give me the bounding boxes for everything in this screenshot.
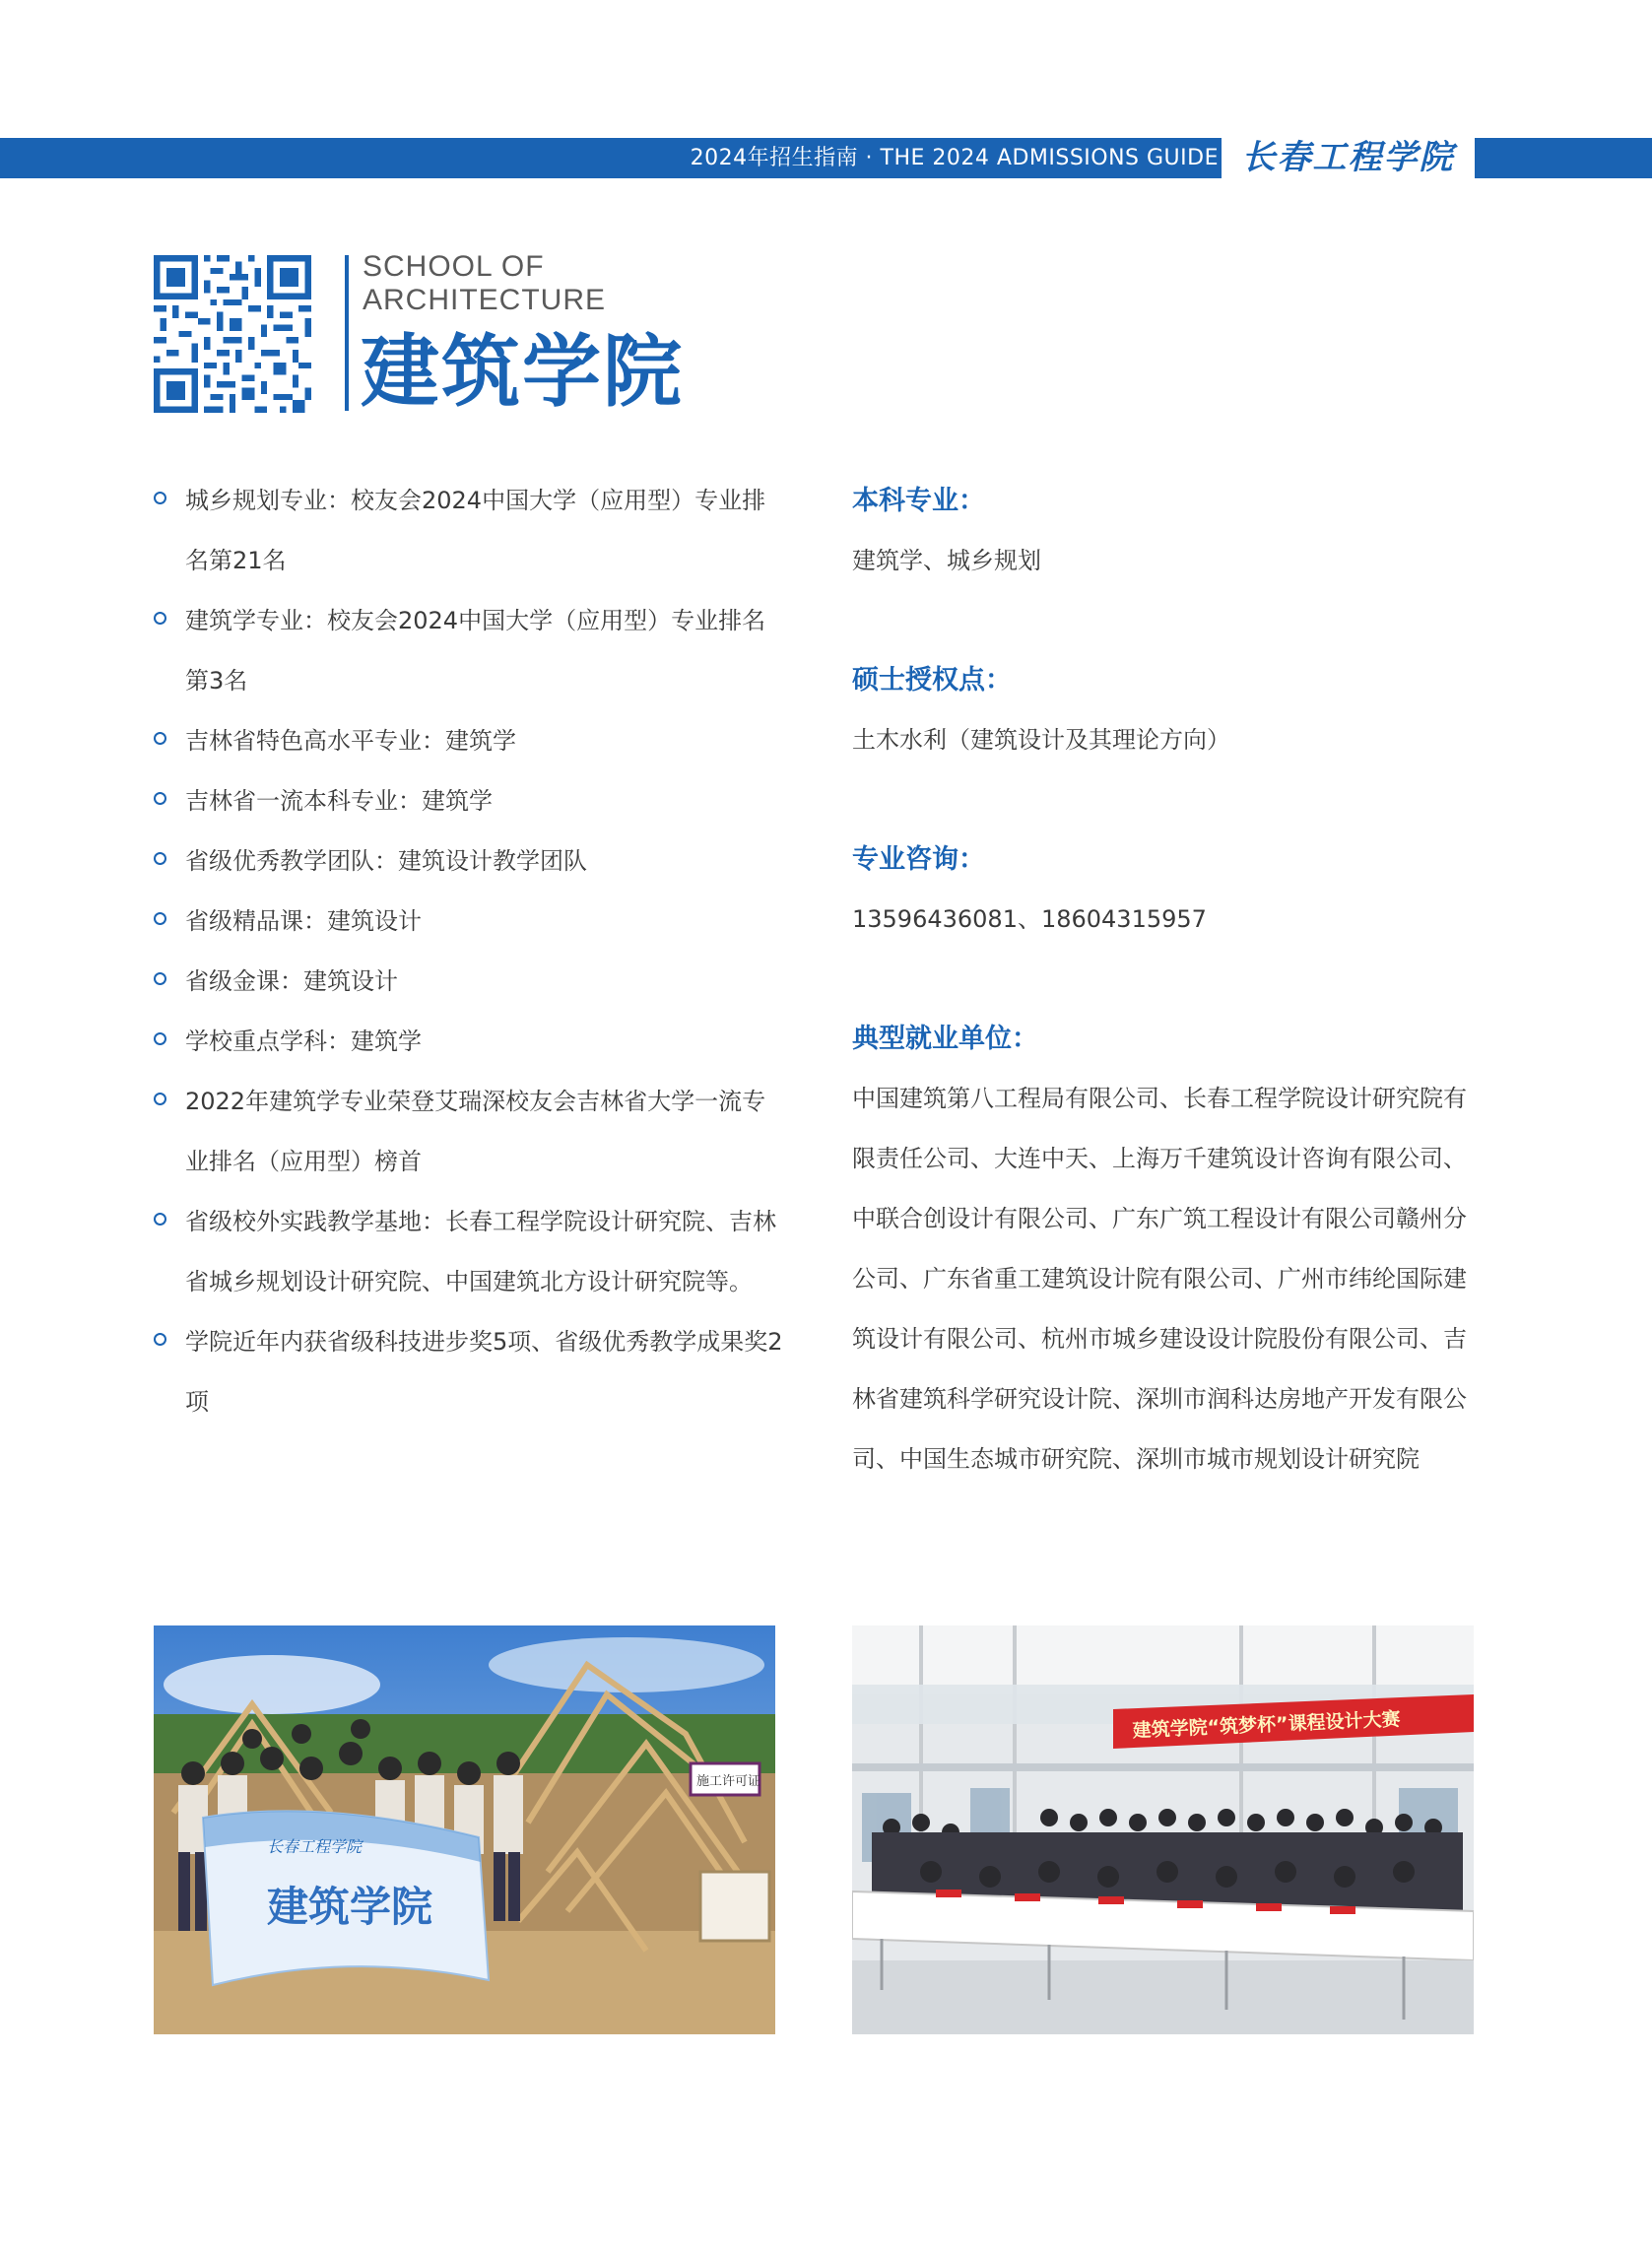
ceremony-photo-indoor bbox=[852, 1625, 1474, 2034]
list-item bbox=[154, 1192, 784, 1312]
employers-text: 中国建筑第八工程局有限公司、长春工程学院设计研究院有限责任公司、大连中天、上海万千建筑设计咨询有限公司、中联合创设计有限公司、广东广筑工程设计有限公司赣州分公司、广东省重工建筑设计院有限公司、广州市纬纶国际建筑设计有限公司、杭州市城乡建设设计院股份有限公司、吉林省建筑科学研究设计院、深圳市润科达房地产开发有限公司、中国生态城市研究院、深圳市城市规划设计研究院 bbox=[852, 1085, 1467, 1473]
bullet-circle-icon bbox=[154, 912, 166, 925]
info-column bbox=[852, 471, 1483, 1490]
consult-phones: 13596436081、18604315957 bbox=[852, 905, 1207, 933]
bullet-circle-icon bbox=[154, 1333, 166, 1346]
list-item-text: 2022年建筑学专业荣登艾瑞深校友会吉林省大学一流专业排名（应用型）榜首 bbox=[185, 1088, 766, 1175]
bullet-circle-icon bbox=[154, 492, 166, 504]
list-item-text: 吉林省一流本科专业：建筑学 bbox=[185, 787, 493, 815]
list-item-text: 城乡规划专业：校友会2024中国大学（应用型）专业排名第21名 bbox=[185, 487, 766, 574]
school-logo bbox=[1222, 138, 1475, 178]
majors-text: 建筑学、城乡规划 bbox=[852, 547, 1041, 574]
list-item-text: 省级校外实践教学基地：长春工程学院设计研究院、吉林省城乡规划设计研究院、中国建筑北方设计研究院等。 bbox=[185, 1208, 776, 1295]
employers-heading: 典型就业单位： bbox=[852, 1024, 1038, 1054]
bullet-circle-icon bbox=[154, 972, 166, 985]
list-item bbox=[154, 1312, 784, 1432]
list-item bbox=[154, 471, 784, 591]
bullet-circle-icon bbox=[154, 1032, 166, 1045]
list-item-text: 学校重点学科：建筑学 bbox=[185, 1028, 422, 1055]
ceremony-banner-text: 建筑学院“筑梦杯”课程设计大赛 bbox=[1132, 1708, 1401, 1742]
list-item-text: 省级精品课：建筑设计 bbox=[185, 907, 422, 935]
title-divider bbox=[345, 255, 349, 411]
highlights-list bbox=[154, 471, 784, 1432]
list-item-text: 省级优秀教学团队：建筑设计教学团队 bbox=[185, 847, 587, 875]
english-title-line-1: SCHOOL OF bbox=[363, 250, 545, 283]
english-title-line-2: ARCHITECTURE bbox=[363, 284, 607, 316]
group-photo-outdoor bbox=[154, 1625, 775, 2034]
list-item-text: 学院近年内获省级科技进步奖5项、省级优秀教学成果奖2项 bbox=[185, 1328, 783, 1416]
chinese-title: 建筑学院 bbox=[361, 326, 684, 418]
bullet-circle-icon bbox=[154, 852, 166, 865]
english-title bbox=[363, 250, 757, 317]
banner-small-text: 长春工程学院 bbox=[267, 1837, 363, 1856]
list-item-text: 建筑学专业：校友会2024中国大学（应用型）专业排名第3名 bbox=[185, 607, 766, 695]
masters-text: 土木水利（建筑设计及其理论方向） bbox=[852, 726, 1230, 754]
bullet-circle-icon bbox=[154, 792, 166, 805]
list-item bbox=[154, 952, 784, 1012]
school-logo-text: 长春工程学院 bbox=[1241, 138, 1455, 177]
list-item bbox=[154, 831, 784, 892]
bullet-circle-icon bbox=[154, 732, 166, 745]
list-item bbox=[154, 771, 784, 831]
list-item bbox=[154, 591, 784, 711]
qr-code-icon bbox=[154, 255, 311, 413]
banner-text: 建筑学院 bbox=[267, 1883, 433, 1931]
list-item bbox=[154, 711, 784, 771]
list-item-text: 吉林省特色高水平专业：建筑学 bbox=[185, 727, 516, 755]
header-band bbox=[0, 138, 1652, 178]
list-item bbox=[154, 1072, 784, 1192]
bullet-circle-icon bbox=[154, 1093, 166, 1105]
bullet-circle-icon bbox=[154, 1213, 166, 1226]
list-item bbox=[154, 892, 784, 952]
masters-heading: 硕士授权点： bbox=[852, 665, 1012, 696]
consult-heading: 专业咨询： bbox=[852, 844, 985, 875]
majors-heading: 本科专业： bbox=[852, 486, 985, 516]
sign-text: 施工许可证 bbox=[696, 1774, 761, 1789]
guide-title: 2024年招生指南 · THE 2024 ADMISSIONS GUIDE bbox=[690, 146, 1219, 170]
bullet-circle-icon bbox=[154, 612, 166, 625]
list-item bbox=[154, 1012, 784, 1072]
list-item-text: 省级金课：建筑设计 bbox=[185, 967, 398, 995]
